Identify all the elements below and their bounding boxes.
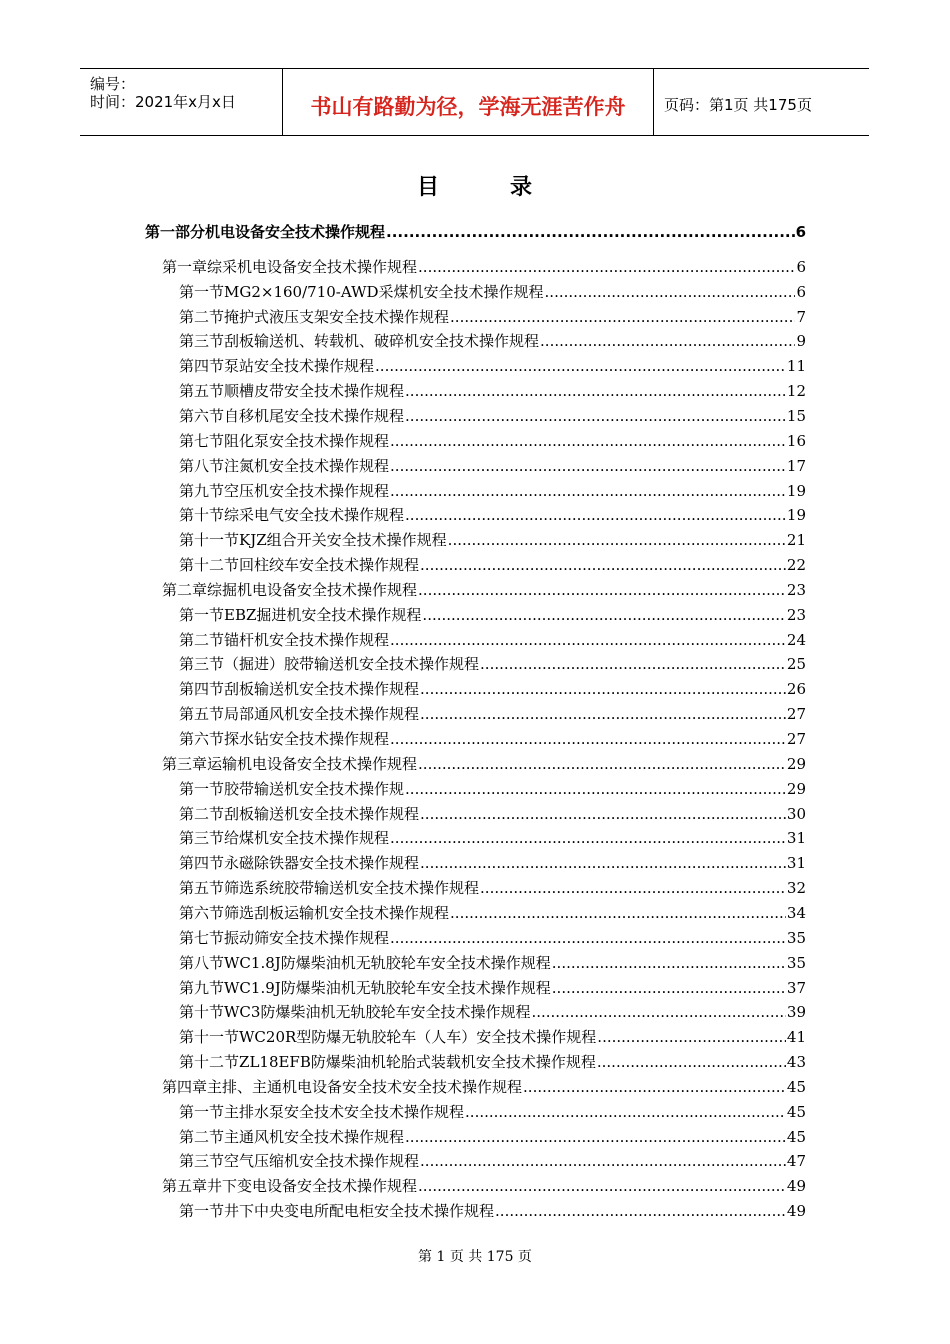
toc-entry-title: 井下中央变电所配电柜安全技术操作规程 bbox=[224, 1202, 495, 1221]
toc-page-number: 6 bbox=[796, 257, 806, 276]
toc-leader-dots bbox=[390, 430, 786, 452]
toc-row-section[interactable] bbox=[179, 1150, 806, 1172]
toc-number: 第二节 bbox=[179, 307, 225, 326]
toc-leader-dots bbox=[375, 355, 786, 377]
toc-leader-dots bbox=[390, 629, 786, 651]
toc-row-section[interactable] bbox=[179, 1026, 806, 1048]
toc-row-section[interactable] bbox=[179, 330, 806, 352]
header-page-info: 页码：第1页 共175页 bbox=[664, 96, 812, 114]
toc-page-number: 16 bbox=[786, 431, 806, 450]
toc-entry-title: 机电设备安全技术操作规程 bbox=[205, 223, 386, 241]
toc-entry-title: 给煤机安全技术操作规程 bbox=[224, 829, 390, 848]
toc-leader-dots bbox=[495, 1200, 786, 1222]
toc-entry-title: 锚杆机安全技术操作规程 bbox=[224, 630, 390, 649]
toc-page-number: 29 bbox=[786, 754, 806, 773]
toc-entry-title: 泵站安全技术操作规程 bbox=[224, 357, 375, 376]
toc-page-number: 31 bbox=[786, 854, 806, 873]
toc-entry-title: 刮板输送机安全技术操作规程 bbox=[224, 680, 420, 699]
toc-page-number: 49 bbox=[786, 1177, 806, 1196]
toc-entry-title: 回柱绞车安全技术操作规程 bbox=[239, 556, 420, 575]
toc-number: 第六节 bbox=[179, 730, 225, 748]
toc-leader-dots bbox=[390, 480, 786, 502]
toc-page-number: 6 bbox=[795, 223, 806, 241]
toc-page-number: 30 bbox=[786, 804, 806, 823]
toc-page-number: 26 bbox=[786, 680, 806, 699]
toc-leader-dots bbox=[405, 778, 786, 800]
toc-row-section[interactable] bbox=[179, 852, 806, 874]
toc-number: 第五节 bbox=[179, 705, 225, 724]
toc-entry-title: 胶带输送机安全技术操作规 bbox=[224, 779, 405, 798]
toc-row-section[interactable] bbox=[179, 554, 806, 576]
toc-entry-title: 主排水泵安全技术安全技术操作规程 bbox=[224, 1102, 465, 1121]
header-page-cell bbox=[654, 69, 869, 135]
toc-number: 第五节 bbox=[179, 879, 225, 898]
toc-page-number: 27 bbox=[786, 730, 806, 748]
toc-number: 第十节 bbox=[179, 506, 225, 525]
toc-number: 第十节 bbox=[179, 1003, 225, 1022]
toc-leader-dots bbox=[390, 927, 786, 949]
toc-number: 第五章 bbox=[162, 1177, 208, 1196]
toc-page-number: 31 bbox=[786, 829, 806, 848]
toc-leader-dots bbox=[418, 579, 786, 601]
toc-row-section[interactable] bbox=[179, 1200, 806, 1222]
toc-leader-dots bbox=[390, 827, 786, 849]
toc-leader-dots bbox=[448, 529, 786, 551]
toc-entry-title: 综掘机电设备安全技术操作规程 bbox=[207, 580, 418, 599]
toc-row-section[interactable] bbox=[179, 480, 806, 502]
header-info-cell bbox=[80, 69, 283, 135]
toc-number: 第二节 bbox=[179, 1127, 225, 1146]
toc-entry-title: 井下变电设备安全技术操作规程 bbox=[207, 1177, 418, 1196]
toc-row-section[interactable] bbox=[179, 703, 806, 725]
toc-row-section[interactable] bbox=[179, 281, 806, 303]
toc-leader-dots bbox=[465, 1101, 786, 1123]
toc-page-number: 32 bbox=[786, 879, 806, 898]
toc-page-number: 23 bbox=[786, 605, 806, 624]
toc-number: 第一节 bbox=[179, 1202, 225, 1221]
toc-number: 第一节 bbox=[179, 1102, 225, 1121]
toc-entry-title: MG2×160/710-AWD采煤机安全技术操作规程 bbox=[224, 282, 544, 301]
toc-title-char-2: 录 bbox=[510, 175, 534, 200]
toc-number: 第一部分 bbox=[145, 223, 206, 241]
toc-entry-title: WC20R型防爆无轨胶轮车（人车）安全技术操作规程 bbox=[239, 1028, 597, 1047]
toc-leader-dots bbox=[420, 703, 786, 725]
toc-entry-title: 筛选刮板运输机安全技术操作规程 bbox=[224, 903, 450, 922]
toc-entry-title: 筛选系统胶带输送机安全技术操作规程 bbox=[224, 879, 480, 898]
toc-number: 第三节 bbox=[179, 332, 225, 351]
toc-entry-title: EBZ掘进机安全技术操作规程 bbox=[224, 605, 422, 624]
motto-text: 书山有路勤为径，学海无涯苦作舟 bbox=[310, 95, 626, 119]
toc-number: 第十一节 bbox=[179, 1028, 240, 1047]
toc-leader-dots bbox=[422, 604, 785, 626]
toc-row-section[interactable] bbox=[179, 1001, 806, 1023]
toc-leader-dots bbox=[420, 554, 786, 576]
toc-row-section[interactable] bbox=[179, 728, 806, 750]
toc-number: 第一章 bbox=[162, 257, 208, 276]
toc-row-section[interactable] bbox=[179, 977, 806, 999]
toc-number: 第二章 bbox=[162, 580, 208, 599]
toc-leader-dots bbox=[418, 753, 786, 775]
toc-row-chapter[interactable] bbox=[162, 753, 806, 775]
toc-entry-title: 综采电气安全技术操作规程 bbox=[224, 506, 405, 525]
toc-row-part[interactable] bbox=[145, 221, 806, 243]
toc-row-section[interactable] bbox=[179, 827, 806, 849]
toc-page-number: 19 bbox=[786, 506, 806, 525]
toc-number: 第十一节 bbox=[179, 531, 240, 550]
toc-row-section[interactable] bbox=[179, 877, 806, 899]
toc-leader-dots bbox=[418, 1175, 786, 1197]
toc-page-number: 37 bbox=[786, 978, 806, 997]
toc-number: 第六节 bbox=[179, 406, 225, 425]
toc-number: 第七节 bbox=[179, 431, 225, 450]
toc-leader-dots bbox=[420, 803, 786, 825]
toc-row-section[interactable] bbox=[179, 1126, 806, 1148]
toc-page-number: 27 bbox=[786, 705, 806, 724]
toc-leader-dots bbox=[405, 1126, 786, 1148]
toc-entry-title: 局部通风机安全技术操作规程 bbox=[224, 705, 420, 724]
toc-leader-dots bbox=[540, 330, 795, 352]
toc-entry-title: 探水钻安全技术操作规程 bbox=[224, 730, 390, 748]
toc-page-number: 24 bbox=[786, 630, 806, 649]
toc-entry-title: 主通风机安全技术操作规程 bbox=[224, 1127, 405, 1146]
toc-entry-title: 空压机安全技术操作规程 bbox=[224, 481, 390, 500]
toc-leader-dots bbox=[420, 852, 786, 874]
toc-leader-dots bbox=[418, 256, 795, 278]
toc-entry-title: （掘进）胶带输送机安全技术操作规程 bbox=[224, 655, 480, 674]
toc-page-number: 35 bbox=[786, 928, 806, 947]
toc-leader-dots bbox=[531, 1001, 785, 1023]
toc-number: 第三节 bbox=[179, 1152, 225, 1171]
toc-row-section[interactable] bbox=[179, 405, 806, 427]
toc-row-section[interactable] bbox=[179, 778, 806, 800]
toc-page-number: 9 bbox=[796, 332, 806, 351]
toc-number: 第一节 bbox=[179, 779, 225, 798]
toc-row-section[interactable] bbox=[179, 952, 806, 974]
toc-entry-title: WC1.8J防爆柴油机无轨胶轮车安全技术操作规程 bbox=[224, 953, 551, 972]
toc-leader-dots bbox=[523, 1076, 786, 1098]
toc-row-section[interactable] bbox=[179, 604, 806, 626]
toc-entry-title: ZL18EFB防爆柴油机轮胎式装载机安全技术操作规程 bbox=[239, 1053, 596, 1072]
toc-page-number: 47 bbox=[786, 1152, 806, 1171]
toc-leader-dots bbox=[405, 405, 786, 427]
toc-entry-title: 永磁除铁器安全技术操作规程 bbox=[224, 854, 420, 873]
toc-leader-dots bbox=[480, 653, 786, 675]
toc-row-chapter[interactable] bbox=[162, 256, 806, 278]
toc-number: 第六节 bbox=[179, 903, 225, 922]
toc-number: 第九节 bbox=[179, 481, 225, 500]
toc-row-chapter[interactable] bbox=[162, 579, 806, 601]
toc-row-section[interactable] bbox=[179, 306, 806, 328]
toc-number: 第四节 bbox=[179, 680, 225, 699]
toc-row-section[interactable] bbox=[179, 1101, 806, 1123]
toc-page-number: 25 bbox=[786, 655, 806, 674]
toc-leader-dots bbox=[390, 728, 786, 750]
toc-page-number: 45 bbox=[786, 1127, 806, 1146]
toc-row-section[interactable] bbox=[179, 927, 806, 949]
toc-page-number: 39 bbox=[786, 1003, 806, 1022]
toc-row-chapter[interactable] bbox=[162, 1076, 806, 1098]
toc-leader-dots bbox=[545, 281, 796, 303]
toc-page-number: 12 bbox=[786, 382, 806, 401]
page-footer: 第 1 页 共 175 页 bbox=[418, 1249, 532, 1265]
toc-row-section[interactable] bbox=[179, 455, 806, 477]
toc-page-number: 34 bbox=[786, 903, 806, 922]
toc-leader-dots bbox=[405, 380, 786, 402]
toc-page-number: 21 bbox=[786, 531, 806, 550]
toc-entry-title: 主排、主通机电设备安全技术安全技术操作规程 bbox=[207, 1077, 523, 1096]
toc-leader-dots bbox=[450, 306, 795, 328]
toc-row-section[interactable] bbox=[179, 380, 806, 402]
toc-number: 第四章 bbox=[162, 1077, 208, 1096]
toc-entry-title: 振动筛安全技术操作规程 bbox=[224, 928, 390, 947]
toc-page-number: 35 bbox=[786, 953, 806, 972]
toc-row-section[interactable] bbox=[179, 678, 806, 700]
document-time-label: 时间：2021年x月x日 bbox=[90, 93, 236, 111]
toc-entry-title: 刮板输送机、转载机、破碎机安全技术操作规程 bbox=[224, 332, 540, 351]
header-motto-cell bbox=[283, 69, 654, 135]
toc-row-section[interactable] bbox=[179, 1051, 806, 1073]
toc-page-number: 45 bbox=[786, 1102, 806, 1121]
toc-page-number: 15 bbox=[786, 406, 806, 425]
toc-leader-dots bbox=[597, 1051, 786, 1073]
toc-page-number: 19 bbox=[786, 481, 806, 500]
toc-number: 第四节 bbox=[179, 357, 225, 376]
toc-row-section[interactable] bbox=[179, 355, 806, 377]
toc-entry-title: 自移机尾安全技术操作规程 bbox=[224, 406, 405, 425]
toc-row-section[interactable] bbox=[179, 529, 806, 551]
toc-title bbox=[0, 170, 950, 201]
toc-number: 第二节 bbox=[179, 804, 225, 823]
toc-number: 第四节 bbox=[179, 854, 225, 873]
toc-row-section[interactable] bbox=[179, 902, 806, 924]
toc-page-number: 7 bbox=[796, 307, 806, 326]
toc-number: 第三节 bbox=[179, 829, 225, 848]
toc-leader-dots bbox=[480, 877, 786, 899]
toc-page-number: 6 bbox=[796, 282, 806, 301]
toc-entry-title: 掩护式液压支架安全技术操作规程 bbox=[224, 307, 450, 326]
toc-number: 第二节 bbox=[179, 630, 225, 649]
toc-entry-title: WC1.9J防爆柴油机无轨胶轮车安全技术操作规程 bbox=[224, 978, 551, 997]
toc-leader-dots bbox=[552, 977, 786, 999]
toc-number: 第十二节 bbox=[179, 1053, 240, 1072]
toc-entry-title: 注氮机安全技术操作规程 bbox=[224, 456, 390, 475]
toc-row-section[interactable] bbox=[179, 803, 806, 825]
toc-number: 第五节 bbox=[179, 382, 225, 401]
toc-number: 第三节 bbox=[179, 655, 225, 674]
document-header bbox=[80, 68, 869, 136]
toc-page-number: 29 bbox=[786, 779, 806, 798]
toc-row-section[interactable] bbox=[179, 504, 806, 526]
toc-entry-title: 运输机电设备安全技术操作规程 bbox=[207, 754, 418, 773]
toc-number: 第八节 bbox=[179, 456, 225, 475]
toc-number: 第一节 bbox=[179, 605, 225, 624]
toc-page-number: 45 bbox=[786, 1077, 806, 1096]
toc-number: 第十二节 bbox=[179, 556, 240, 575]
toc-row-section[interactable] bbox=[179, 430, 806, 452]
toc-leader-dots bbox=[405, 504, 786, 526]
toc-number: 第一节 bbox=[179, 282, 225, 301]
toc-entry-title: 阻化泵安全技术操作规程 bbox=[224, 431, 390, 450]
toc-page-number: 23 bbox=[786, 580, 806, 599]
toc-leader-dots bbox=[552, 952, 786, 974]
toc-entry-title: 刮板输送机安全技术操作规程 bbox=[224, 804, 420, 823]
toc-entry-title: WC3防爆柴油机无轨胶轮车安全技术操作规程 bbox=[224, 1003, 531, 1022]
toc-number: 第八节 bbox=[179, 953, 225, 972]
toc-entry-title: 顺槽皮带安全技术操作规程 bbox=[224, 382, 405, 401]
toc-page-number: 43 bbox=[786, 1053, 806, 1072]
toc-page-number: 17 bbox=[786, 456, 806, 475]
toc-entry-title: 空气压缩机安全技术操作规程 bbox=[224, 1152, 420, 1171]
toc-row-section[interactable] bbox=[179, 629, 806, 651]
toc-page-number: 41 bbox=[786, 1028, 806, 1047]
toc-leader-dots bbox=[386, 221, 795, 243]
toc-title-char-1: 目 bbox=[416, 175, 440, 200]
toc-row-section[interactable] bbox=[179, 653, 806, 675]
toc-leader-dots bbox=[597, 1026, 786, 1048]
toc-number: 第九节 bbox=[179, 978, 225, 997]
toc-page-number: 22 bbox=[786, 556, 806, 575]
toc-number: 第三章 bbox=[162, 754, 208, 773]
toc-entry-title: 综采机电设备安全技术操作规程 bbox=[207, 257, 418, 276]
toc-leader-dots bbox=[450, 902, 786, 924]
toc-leader-dots bbox=[390, 455, 786, 477]
toc-entry-title: KJZ组合开关安全技术操作规程 bbox=[239, 531, 447, 550]
toc-number: 第七节 bbox=[179, 928, 225, 947]
toc-row-chapter[interactable] bbox=[162, 1175, 806, 1197]
toc-page-number: 11 bbox=[786, 357, 806, 376]
toc-leader-dots bbox=[420, 1150, 786, 1172]
toc-leader-dots bbox=[420, 678, 786, 700]
document-number-label: 编号： bbox=[90, 75, 136, 93]
toc-page-number: 49 bbox=[786, 1202, 806, 1221]
